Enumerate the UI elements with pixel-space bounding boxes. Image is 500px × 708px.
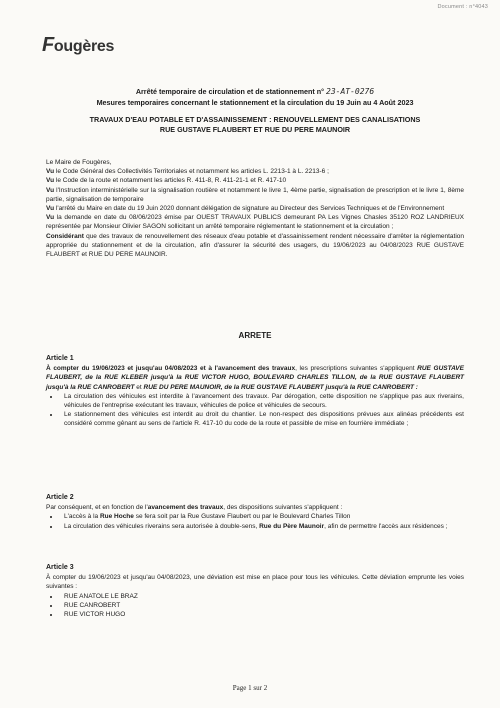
logo-text: ougères [53, 38, 115, 55]
article-2-bold: avancement des travaux [147, 504, 224, 512]
considerant-keyword: Considérant [46, 232, 84, 240]
subject-line-2: RUE GUSTAVE FLAUBERT ET RUE DU PERE MAUNOIR [159, 125, 351, 134]
article-2-heading: Article 2 [46, 494, 74, 501]
article-1-heading: Article 1 [46, 355, 74, 362]
decree-subtitle: Mesures temporaires concernant le stationnement et la circulation du 19 Juin au 4 Août 2023 [96, 98, 414, 107]
article-1-streets-2: RUE DU PERE MAUNOIR, de la RUE GUSTAVE FLAUBERT jusqu'à la RUE CANROBERT : [143, 383, 418, 391]
document-number: Document : n°4043 [437, 4, 488, 10]
subject-line-1: TRAVAUX D'EAU POTABLE ET D'ASSAINISSEMENT : RENOUVELLEMENT DES CANALISATIONS [89, 115, 421, 124]
fougeres-logo [42, 34, 114, 57]
vu-3 [46, 186, 464, 204]
vu-4-keyword: Vu [46, 205, 55, 213]
vu-2 [46, 176, 464, 185]
decree-number: 23-AT-0276 [326, 87, 375, 96]
rue-pere-maunoir: Rue du Père Maunoir [259, 522, 325, 530]
article-1-dates: À compter du 19/06/2023 et jusqu'au 04/08/2023 et à l'avancement des travaux [46, 365, 296, 373]
decree-title-text: Arrêté temporaire de circulation et de stationnement n° [135, 87, 325, 96]
bullet-text: , afin de permettre l'accès aux résidences ; [324, 522, 448, 530]
article-3-list [46, 592, 464, 620]
list-item: • RUE ANATOLE LE BRAZ [60, 592, 464, 601]
vu-5-text: la demande en date du 08/06/2023 émise par OUEST TRAVAUX PUBLICS demeurant PA Les Vignes Chasles 35120 ROZ LANDRIEUX représentée par Monsieur Olivier SAGON sollicitant un arrêté temporaire réglementant le stationnement et la circulation ; [46, 214, 464, 231]
list-item [60, 512, 464, 521]
article-1-list [46, 392, 464, 429]
bullet-text: La circulation des véhicules riverains sera autorisée à double-sens, [64, 522, 260, 530]
article-3 [46, 563, 464, 619]
vu-4 [46, 204, 464, 213]
article-1-text: , les prescriptions suivantes s'appliquent [295, 365, 418, 373]
article-1-streets: RUE GUSTAVE FLAUBERT, de la RUE KLEBER jusqu'à la RUE VICTOR HUGO, BOULEVARD CHARLES TILLON, de la RUE GUSTAVE FLAUBERT jusqu'à la RUE CANROBERT [46, 365, 464, 391]
vu-4-text: l'arrêté du Maire en date du 19 Juin 2020 donnant délégation de signature au Directeur des Services Techniques et de l'Environnement [54, 205, 445, 213]
list-item: • RUE CANROBERT [60, 601, 464, 610]
vu-3-keyword: Vu [46, 186, 55, 194]
article-2-text-1: Par conséquent, et en fonction de l' [46, 504, 148, 512]
considerant [46, 232, 464, 260]
article-2-text-2: , des dispositions suivantes s'appliquent : [223, 504, 343, 512]
list-item: • La circulation des véhicules est interdite à l'avancement des travaux. Par dérogation, cette disposition ne s'applique pas aux riverains, véhicules de l'entreprise exécutant les travaux, véhicules de police et véhicules de secours. [60, 392, 464, 410]
arrete-heading: ARRETE [238, 331, 272, 340]
article-3-text: À compter du 19/06/2023 et jusqu'au 04/08/2023, une déviation est mise en place pour tous les véhicules. Cette déviation emprunte les voies suivantes : [46, 574, 464, 591]
article-2-list [46, 512, 464, 530]
bullet-text: se fera soit par la Rue Gustave Flaubert ou par le Boulevard Charles Tillon [133, 513, 351, 521]
vu-5-keyword: Vu [46, 214, 55, 222]
list-item: • Le stationnement des véhicules est interdit au droit du chantier. Le non-respect des dispositions prévues aux alinéas précédents est considéré comme gênant au sens de l'article R. 417-10 du code de la route et passible de mise en fourrière immédiate ; [60, 410, 464, 428]
vu-2-keyword: Vu [46, 177, 55, 185]
vu-1-text: le Code Général des Collectivités Territoriales et notamment les articles L. 2213-1 à L. 2213-6 ; [54, 168, 329, 176]
decree-title [60, 86, 450, 108]
vu-1 [46, 167, 464, 176]
vu-2-text: le Code de la route et notamment les articles R. 411-8, R. 411-21-1 et R. 417-10 [54, 177, 287, 185]
preamble [46, 158, 464, 259]
vu-5 [46, 213, 464, 231]
list-item [60, 522, 464, 531]
decree-subject [60, 115, 450, 135]
article-3-heading: Article 3 [46, 564, 74, 571]
mayor-line: Le Maire de Fougères, [46, 159, 112, 166]
logo-mark: F [42, 34, 54, 56]
rue-hoche: Rue Hoche [99, 513, 134, 521]
considerant-text: que des travaux de renouvellement des réseaux d'eau potable et d'assainissement rendent nécessaire d'arrêter la réglementation appropriée du stationnement et de la circulation, afin d'assurer la sécurité des usagers, du 19/06/2023 au 04/08/2023 RUE GUSTAVE FLAUBERT et RUE DU PERE MAUNOIR. [46, 232, 464, 259]
article-1-intro [46, 364, 464, 392]
vu-1-keyword: Vu [46, 168, 55, 176]
list-item: • RUE VICTOR HUGO [60, 610, 464, 619]
page-footer: Page 1 sur 2 [232, 684, 268, 692]
bullet-text: L'accès à la [64, 513, 100, 521]
article-2-intro [46, 503, 464, 512]
article-1 [46, 354, 464, 429]
article-2 [46, 493, 464, 531]
vu-3-text: l'Instruction interministérielle sur la signalisation routière et notamment le livre 1, 4ème partie, signalisation de prescription et le livre 1, 8ème partie, signalisation de temporaire [46, 186, 464, 203]
article-1-and: et [134, 383, 144, 391]
